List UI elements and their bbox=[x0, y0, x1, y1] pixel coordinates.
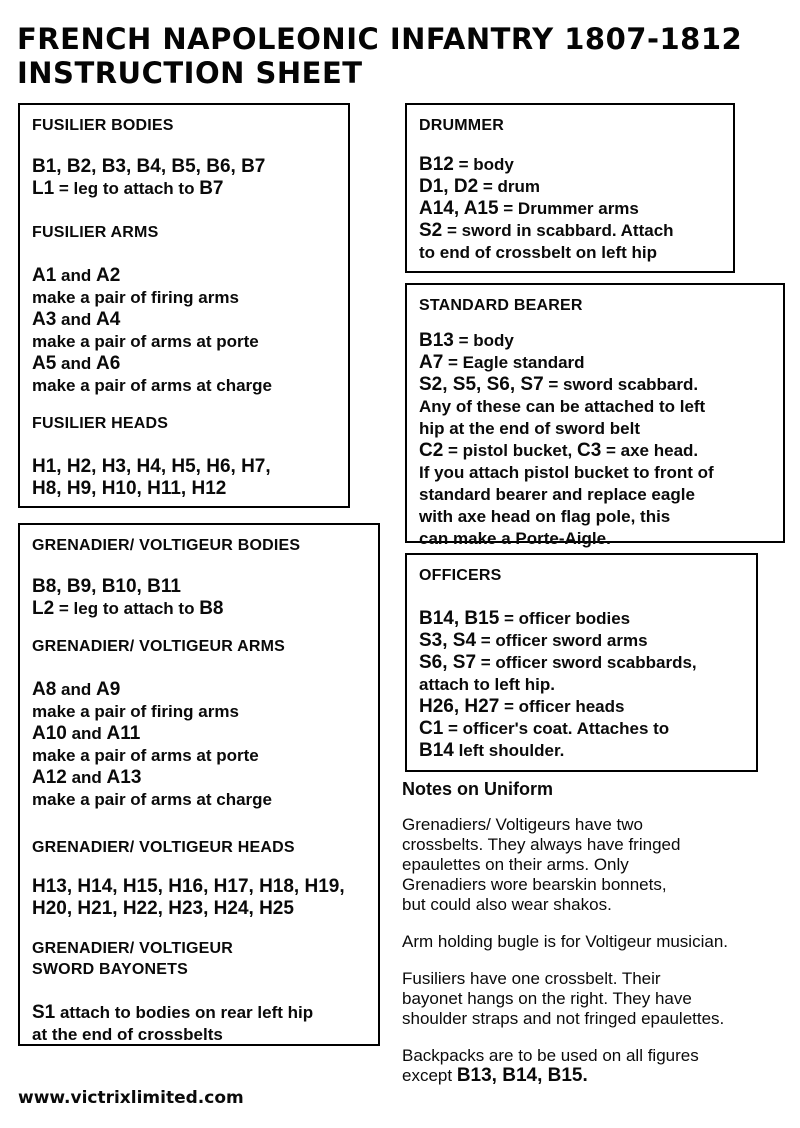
text-segment: = officer heads bbox=[499, 697, 625, 716]
text-segment: crossbelts. They always have fringed bbox=[402, 835, 681, 854]
text-line bbox=[419, 220, 721, 242]
text-segment: H26, H27 bbox=[419, 696, 500, 717]
notes-paragraph bbox=[402, 969, 798, 1029]
text-segment: epaulettes on their arms. Only bbox=[402, 855, 629, 874]
page-title-line-1: FRENCH NAPOLEONIC INFANTRY 1807-1812 bbox=[17, 22, 743, 56]
text-segment: Grenadiers/ Voltigeurs have two bbox=[402, 815, 643, 834]
text-line bbox=[32, 115, 336, 136]
text-segment: Any of these can be attached to left bbox=[419, 397, 706, 416]
text-segment: left shoulder. bbox=[453, 741, 565, 760]
text-line bbox=[32, 556, 33, 576]
text-segment: A2 bbox=[95, 265, 121, 286]
text-segment: FUSILIER BODIES bbox=[32, 117, 174, 134]
text-segment: and bbox=[56, 310, 96, 329]
text-segment: B14 bbox=[419, 740, 454, 761]
text-segment: B13 bbox=[419, 330, 454, 351]
text-line bbox=[419, 115, 721, 136]
text-segment: shoulder straps and not fringed epaulettes. bbox=[402, 1009, 725, 1028]
text-line bbox=[32, 331, 336, 353]
text-segment: and bbox=[56, 354, 96, 373]
text-segment: B8, B9, B10, B11 bbox=[32, 576, 181, 597]
text-segment: hip at the end of sword belt bbox=[419, 419, 640, 438]
text-segment: = officer's coat. Attaches to bbox=[443, 719, 670, 738]
text-line bbox=[32, 1024, 366, 1046]
text-segment: S1 bbox=[32, 1002, 56, 1023]
text-segment: C3 bbox=[576, 440, 602, 461]
text-segment: = pistol bucket, bbox=[443, 441, 577, 460]
text-line bbox=[32, 576, 366, 598]
text-line bbox=[32, 456, 336, 478]
text-segment: = Drummer arms bbox=[498, 199, 639, 218]
text-segment: B8 bbox=[199, 598, 224, 619]
text-line bbox=[32, 200, 33, 222]
website-url: www.victrixlimited.com bbox=[18, 1088, 244, 1108]
text-segment: = sword in scabbard. Attach bbox=[442, 221, 674, 240]
text-line bbox=[419, 462, 771, 484]
text-segment: = body bbox=[453, 331, 514, 350]
text-line bbox=[419, 484, 771, 506]
text-line bbox=[402, 1046, 798, 1066]
text-line bbox=[419, 295, 771, 316]
text-segment: DRUMMER bbox=[419, 117, 504, 134]
text-segment: at the end of crossbelts bbox=[32, 1025, 223, 1044]
text-line bbox=[419, 396, 771, 418]
text-line bbox=[419, 506, 771, 528]
text-segment: make a pair of arms at porte bbox=[32, 332, 259, 351]
text-line bbox=[419, 586, 420, 608]
text-segment: OFFICERS bbox=[419, 567, 502, 584]
officers-parts-box bbox=[405, 553, 758, 772]
text-line bbox=[32, 535, 366, 556]
text-line bbox=[32, 858, 33, 876]
text-line bbox=[402, 932, 798, 952]
text-segment: C1 bbox=[419, 718, 444, 739]
text-line bbox=[32, 243, 33, 265]
text-segment: A10 bbox=[32, 723, 67, 744]
text-line bbox=[32, 679, 366, 701]
text-segment: = sword scabbard. bbox=[543, 375, 699, 394]
text-line bbox=[419, 718, 744, 740]
text-segment: H1, H2, H3, H4, H5, H6, H7, bbox=[32, 456, 271, 477]
text-line bbox=[419, 316, 420, 330]
text-segment: and bbox=[66, 724, 107, 743]
text-segment: = officer bodies bbox=[499, 609, 631, 628]
text-segment: = leg to attach to bbox=[54, 179, 200, 198]
text-line bbox=[419, 136, 420, 154]
notes-heading: Notes on Uniform bbox=[402, 779, 553, 799]
text-segment: S6, S7 bbox=[419, 652, 477, 673]
text-segment: STANDARD BEARER bbox=[419, 297, 583, 314]
text-segment: A7 bbox=[419, 352, 444, 373]
text-line bbox=[419, 608, 744, 630]
text-line bbox=[419, 652, 744, 674]
text-line bbox=[32, 789, 366, 811]
text-line bbox=[419, 418, 771, 440]
text-segment: to end of crossbelt on left hip bbox=[419, 243, 657, 262]
text-line bbox=[402, 969, 798, 989]
text-segment: and bbox=[56, 680, 96, 699]
text-segment: GRENADIER/ VOLTIGEUR bbox=[32, 940, 234, 957]
text-segment: but could also wear shakos. bbox=[402, 895, 612, 914]
text-line bbox=[32, 309, 336, 331]
text-line bbox=[402, 895, 798, 915]
text-segment: = Eagle standard bbox=[443, 353, 585, 372]
text-line bbox=[402, 1066, 798, 1086]
text-segment: except bbox=[402, 1066, 457, 1085]
text-line bbox=[419, 674, 744, 696]
text-line bbox=[32, 156, 336, 178]
text-line bbox=[419, 198, 721, 220]
text-segment: S3, S4 bbox=[419, 630, 477, 651]
text-line bbox=[402, 855, 798, 875]
text-segment: A6 bbox=[95, 353, 121, 374]
text-segment: = body bbox=[453, 155, 514, 174]
text-line bbox=[419, 176, 721, 198]
text-line bbox=[419, 154, 721, 176]
text-segment: = leg to attach to bbox=[54, 599, 200, 618]
text-line bbox=[32, 620, 33, 636]
text-line bbox=[419, 352, 771, 374]
text-segment: If you attach pistol bucket to front of bbox=[419, 463, 714, 482]
text-line bbox=[419, 565, 744, 586]
text-line bbox=[402, 989, 798, 1009]
text-segment: bayonet hangs on the right. They have bbox=[402, 989, 692, 1008]
text-segment: A8 bbox=[32, 679, 57, 700]
text-segment: standard bearer and replace eagle bbox=[419, 485, 695, 504]
text-line bbox=[32, 478, 336, 500]
text-line bbox=[32, 178, 336, 200]
notes-body bbox=[402, 815, 798, 1086]
text-segment: FUSILIER HEADS bbox=[32, 415, 169, 432]
notes-paragraph bbox=[402, 1046, 798, 1086]
text-line bbox=[32, 723, 366, 745]
text-segment: A5 bbox=[32, 353, 57, 374]
text-line bbox=[32, 413, 336, 434]
text-segment: B12 bbox=[419, 154, 454, 175]
text-line bbox=[419, 528, 771, 550]
text-line bbox=[32, 397, 33, 413]
text-segment: attach to bodies on rear left hip bbox=[55, 1003, 314, 1022]
text-line bbox=[32, 636, 366, 657]
text-segment: A14, A15 bbox=[419, 198, 499, 219]
text-segment: B14, B15 bbox=[419, 608, 500, 629]
text-segment: H8, H9, H10, H11, H12 bbox=[32, 478, 227, 499]
text-segment: GRENADIER/ VOLTIGEUR HEADS bbox=[32, 839, 295, 856]
text-segment: make a pair of firing arms bbox=[32, 288, 239, 307]
text-line bbox=[419, 696, 744, 718]
text-segment: A11 bbox=[106, 723, 141, 744]
text-segment: Arm holding bugle is for Voltigeur musician. bbox=[402, 932, 728, 951]
text-line bbox=[419, 242, 721, 264]
text-segment: A12 bbox=[32, 767, 67, 788]
text-line bbox=[32, 287, 336, 309]
text-line bbox=[402, 1009, 798, 1029]
text-segment: FUSILIER ARMS bbox=[32, 224, 159, 241]
notes-section bbox=[402, 779, 798, 1103]
text-line bbox=[32, 265, 336, 287]
text-segment: = axe head. bbox=[601, 441, 699, 460]
text-line bbox=[32, 898, 366, 920]
text-segment: D1, D2 bbox=[419, 176, 479, 197]
text-line bbox=[32, 938, 366, 959]
page-title-line-2: INSTRUCTION SHEET bbox=[17, 56, 363, 90]
text-segment: can make a Porte-Aigle. bbox=[419, 529, 611, 548]
text-line bbox=[32, 745, 366, 767]
text-line bbox=[32, 657, 33, 679]
text-segment: A4 bbox=[95, 309, 121, 330]
text-segment: = officer sword arms bbox=[476, 631, 648, 650]
text-segment: make a pair of arms at charge bbox=[32, 376, 273, 395]
text-line bbox=[32, 876, 366, 898]
drummer-parts-box bbox=[405, 103, 735, 273]
text-line bbox=[32, 222, 336, 243]
standard-bearer-parts-box bbox=[405, 283, 785, 548]
text-line bbox=[32, 434, 33, 456]
text-line bbox=[32, 980, 33, 1002]
text-segment: Grenadiers wore bearskin bonnets, bbox=[402, 875, 667, 894]
text-line bbox=[419, 630, 744, 652]
text-line bbox=[32, 375, 336, 397]
text-line bbox=[32, 767, 366, 789]
text-segment: GRENADIER/ VOLTIGEUR ARMS bbox=[32, 638, 286, 655]
text-line bbox=[32, 811, 33, 837]
text-segment: make a pair of arms at porte bbox=[32, 746, 259, 765]
text-line bbox=[32, 701, 366, 723]
text-line bbox=[32, 353, 336, 375]
notes-paragraph bbox=[402, 932, 798, 952]
text-segment: L1 bbox=[32, 178, 55, 199]
text-segment: SWORD BAYONETS bbox=[32, 961, 189, 978]
text-segment: S2 bbox=[419, 220, 443, 241]
text-segment: make a pair of arms at charge bbox=[32, 790, 273, 809]
text-segment: and bbox=[66, 768, 107, 787]
text-segment: B13, B14, B15. bbox=[456, 1065, 588, 1086]
text-segment: = officer sword scabbards, bbox=[476, 653, 697, 672]
text-segment: A3 bbox=[32, 309, 57, 330]
text-segment: = drum bbox=[478, 177, 541, 196]
text-segment: A1 bbox=[32, 265, 57, 286]
text-line bbox=[32, 959, 366, 980]
text-line bbox=[32, 837, 366, 858]
text-line bbox=[402, 835, 798, 855]
text-segment: B1, B2, B3, B4, B5, B6, B7 bbox=[32, 156, 266, 177]
text-line bbox=[402, 875, 798, 895]
text-segment: L2 bbox=[32, 598, 55, 619]
text-segment: C2 bbox=[419, 440, 444, 461]
text-line bbox=[32, 920, 33, 938]
text-line bbox=[32, 1002, 366, 1024]
text-segment: GRENADIER/ VOLTIGEUR BODIES bbox=[32, 537, 301, 554]
text-segment: Backpacks are to be used on all figures bbox=[402, 1046, 699, 1065]
text-segment: A13 bbox=[106, 767, 142, 788]
text-line bbox=[419, 440, 771, 462]
text-line bbox=[419, 740, 744, 762]
grenadier-voltigeur-parts-box bbox=[18, 523, 380, 1046]
text-line bbox=[32, 136, 33, 156]
text-segment: make a pair of firing arms bbox=[32, 702, 239, 721]
text-line bbox=[402, 815, 798, 835]
text-line bbox=[419, 374, 771, 396]
page-title bbox=[17, 22, 742, 90]
text-segment: B7 bbox=[199, 178, 224, 199]
text-segment: S2, S5, S6, S7 bbox=[419, 374, 544, 395]
text-segment: with axe head on flag pole, this bbox=[419, 507, 671, 526]
text-segment: attach to left hip. bbox=[419, 675, 555, 694]
text-segment: H13, H14, H15, H16, H17, H18, H19, bbox=[32, 876, 345, 897]
text-line bbox=[32, 598, 366, 620]
notes-paragraph bbox=[402, 815, 798, 915]
text-segment: Fusiliers have one crossbelt. Their bbox=[402, 969, 661, 988]
fusilier-parts-box bbox=[18, 103, 350, 508]
text-segment: H20, H21, H22, H23, H24, H25 bbox=[32, 898, 294, 919]
text-line bbox=[419, 330, 771, 352]
text-segment: A9 bbox=[95, 679, 121, 700]
text-segment: and bbox=[56, 266, 96, 285]
